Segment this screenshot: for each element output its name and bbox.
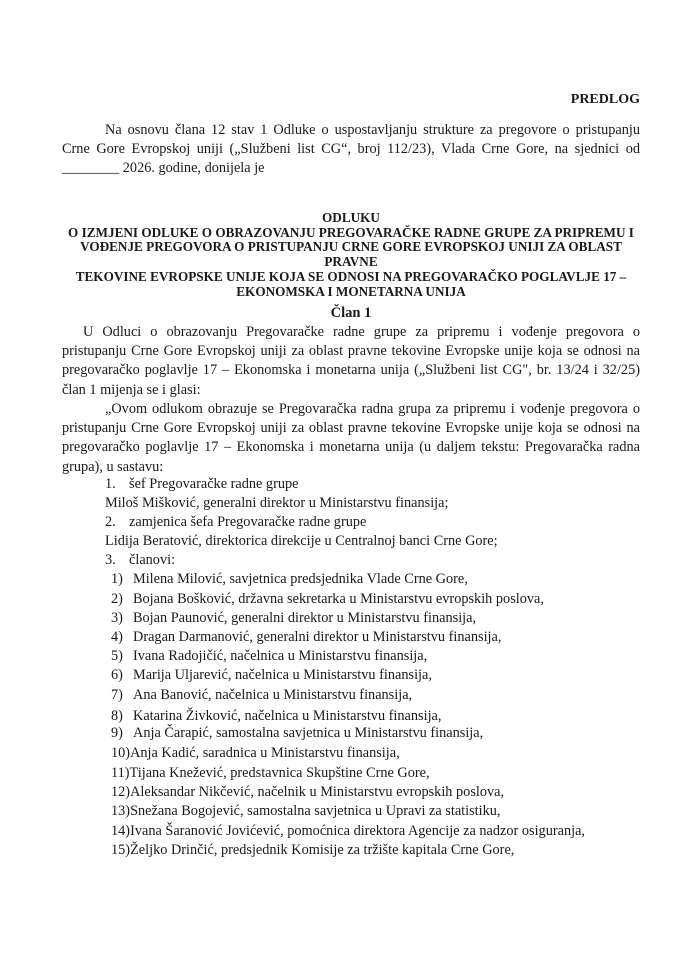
- member-number: 1): [111, 571, 123, 587]
- member-number: 5): [111, 648, 123, 664]
- paragraph-text: U Odluci o obrazovanju Pregovaračke radne grupe za pripremu i vođenje pregovora o pristupanju Crne Gore Evropskoj uniji za oblast pravne tekovine Evropske unije koja se odnosi na pregovaračko poglavlje 17 – Ekonomska i monetarna unija („Službeni list CG", br. 13/24 i 32/25) član 1 mijenja se i glasi:: [62, 324, 640, 398]
- member-text: Ivana Radojičić, načelnica u Ministarstvu finansija,: [133, 648, 428, 664]
- paragraph-text: „Ovom odlukom obrazuje se Pregovaračka radna grupa za pripremu i vođenje pregovora o pristupanju Crne Gore Evropskoj uniji za oblast pravne tekovine Evropske unije koja se odnosi na pregovaračko poglavlje 17 – Ekonomska i monetarna unija (u daljem tekstu: Pregovaračka radna grupa), u sastavu:: [62, 401, 640, 475]
- section-number: 1.: [105, 476, 116, 492]
- member-text: Milena Milović, savjetnica predsjednika Vlade Crne Gore,: [133, 571, 468, 587]
- member-number: 6): [111, 667, 123, 683]
- member-number: 8): [111, 708, 123, 724]
- member-number: 7): [111, 687, 123, 703]
- member-item: [111, 803, 500, 820]
- member-text: Ana Banović, načelnica u Ministarstvu finansija,: [133, 687, 413, 703]
- title-line: O IZMJENI ODLUKE O OBRAZOVANJU PREGOVARAČKE RADNE GRUPE ZA PRIPREMU I: [68, 224, 634, 240]
- member-item: [111, 629, 501, 646]
- date-blank: ________: [62, 160, 120, 177]
- member-item: [111, 648, 427, 665]
- member-item: [111, 823, 585, 840]
- article-heading: Član 1: [330, 305, 372, 321]
- article-paragraph-1: [62, 323, 640, 400]
- intro-text-end: 2026. godine, donijela je: [122, 160, 265, 177]
- member-item: [111, 591, 544, 608]
- member-text: Ivana Šaranović Jovićević, pomoćnica direktora Agencije za nadzor osiguranja,: [130, 823, 585, 839]
- member-number: 10): [111, 745, 131, 761]
- title-line: TEKOVINE EVROPSKE UNIJE KOJA SE ODNOSI NA PREGOVARAČKO POGLAVLJE 17 –: [75, 268, 627, 284]
- section-1-person: Miloš Mišković, generalni direktor u Ministarstvu finansija;: [105, 495, 449, 511]
- member-item: [111, 571, 468, 588]
- member-text: Marija Uljarević, načelnica u Ministarstvu finansija,: [133, 667, 432, 683]
- member-item: [111, 708, 441, 725]
- member-text: Aleksandar Nikčević, načelnik u Ministarstvu evropskih poslova,: [130, 784, 505, 800]
- member-item: [111, 745, 400, 762]
- member-text: Bojan Paunović, generalni direktor u Ministarstvu finansija,: [133, 610, 477, 626]
- member-number: 14): [111, 823, 131, 839]
- member-item: [111, 842, 514, 859]
- member-text: Dragan Darmanović, generalni direktor u Ministarstvu finansija,: [133, 629, 502, 645]
- title-line: VOĐENJE PREGOVORA O PRISTUPANJU CRNE GORE EVROPSKOJ UNIJI ZA OBLAST PRAVNE: [80, 239, 622, 270]
- section-label: zamjenica šefa Pregovaračke radne grupe: [129, 514, 367, 530]
- member-number: 9): [111, 725, 123, 741]
- member-number: 15): [111, 842, 131, 858]
- intro-text: Na osnovu člana 12 stav 1 Odluke o uspostavljanju strukture za pregovore o pristupanju Crne Gore Evropskoj uniji („Službeni list CG“, broj 112/23), Vlada Crne Gore, na sjednici od: [62, 122, 640, 158]
- decision-title: [62, 211, 640, 299]
- section-1: [105, 476, 299, 493]
- member-text: Željko Drinčić, predsjednik Komisije za tržište kapitala Crne Gore,: [130, 842, 515, 858]
- member-number: 11): [111, 765, 130, 781]
- section-2-person: Lidija Beratović, direktorica direkcije u Centralnoj banci Crne Gore;: [105, 533, 498, 549]
- member-number: 4): [111, 629, 123, 645]
- member-item: [111, 687, 412, 704]
- member-number: 3): [111, 610, 123, 626]
- member-text: Bojana Bošković, državna sekretarka u Ministarstvu evropskih poslova,: [133, 591, 544, 607]
- section-label: šef Pregovaračke radne grupe: [129, 476, 299, 492]
- article-paragraph-2: [62, 400, 640, 477]
- member-item: [111, 667, 432, 684]
- section-label: članovi:: [129, 552, 176, 568]
- member-text: Anja Kadić, saradnica u Ministarstvu finansija,: [130, 745, 400, 761]
- member-number: 2): [111, 591, 123, 607]
- member-text: Snežana Bogojević, samostalna savjetnica u Upravi za statistiku,: [130, 803, 501, 819]
- member-text: Tijana Knežević, predstavnica Skupštine Crne Gore,: [129, 765, 430, 781]
- section-2: [105, 514, 366, 531]
- member-item: [111, 765, 430, 782]
- member-text: Katarina Živković, načelnica u Ministarstvu finansija,: [133, 708, 442, 724]
- member-item: [111, 725, 483, 742]
- member-number: 13): [111, 803, 131, 819]
- intro-paragraph: [62, 121, 640, 179]
- title-line: EKONOMSKA I MONETARNA UNIJA: [236, 283, 466, 299]
- member-item: [111, 610, 476, 627]
- section-number: 3.: [105, 552, 116, 568]
- member-text: Anja Čarapić, samostalna savjetnica u Ministarstvu finansija,: [133, 725, 484, 741]
- section-3: [105, 552, 175, 569]
- proposal-label: PREDLOG: [570, 92, 640, 107]
- member-number: 12): [111, 784, 131, 800]
- member-item: [111, 784, 504, 801]
- section-number: 2.: [105, 514, 116, 530]
- title-line: ODLUKU: [322, 210, 380, 225]
